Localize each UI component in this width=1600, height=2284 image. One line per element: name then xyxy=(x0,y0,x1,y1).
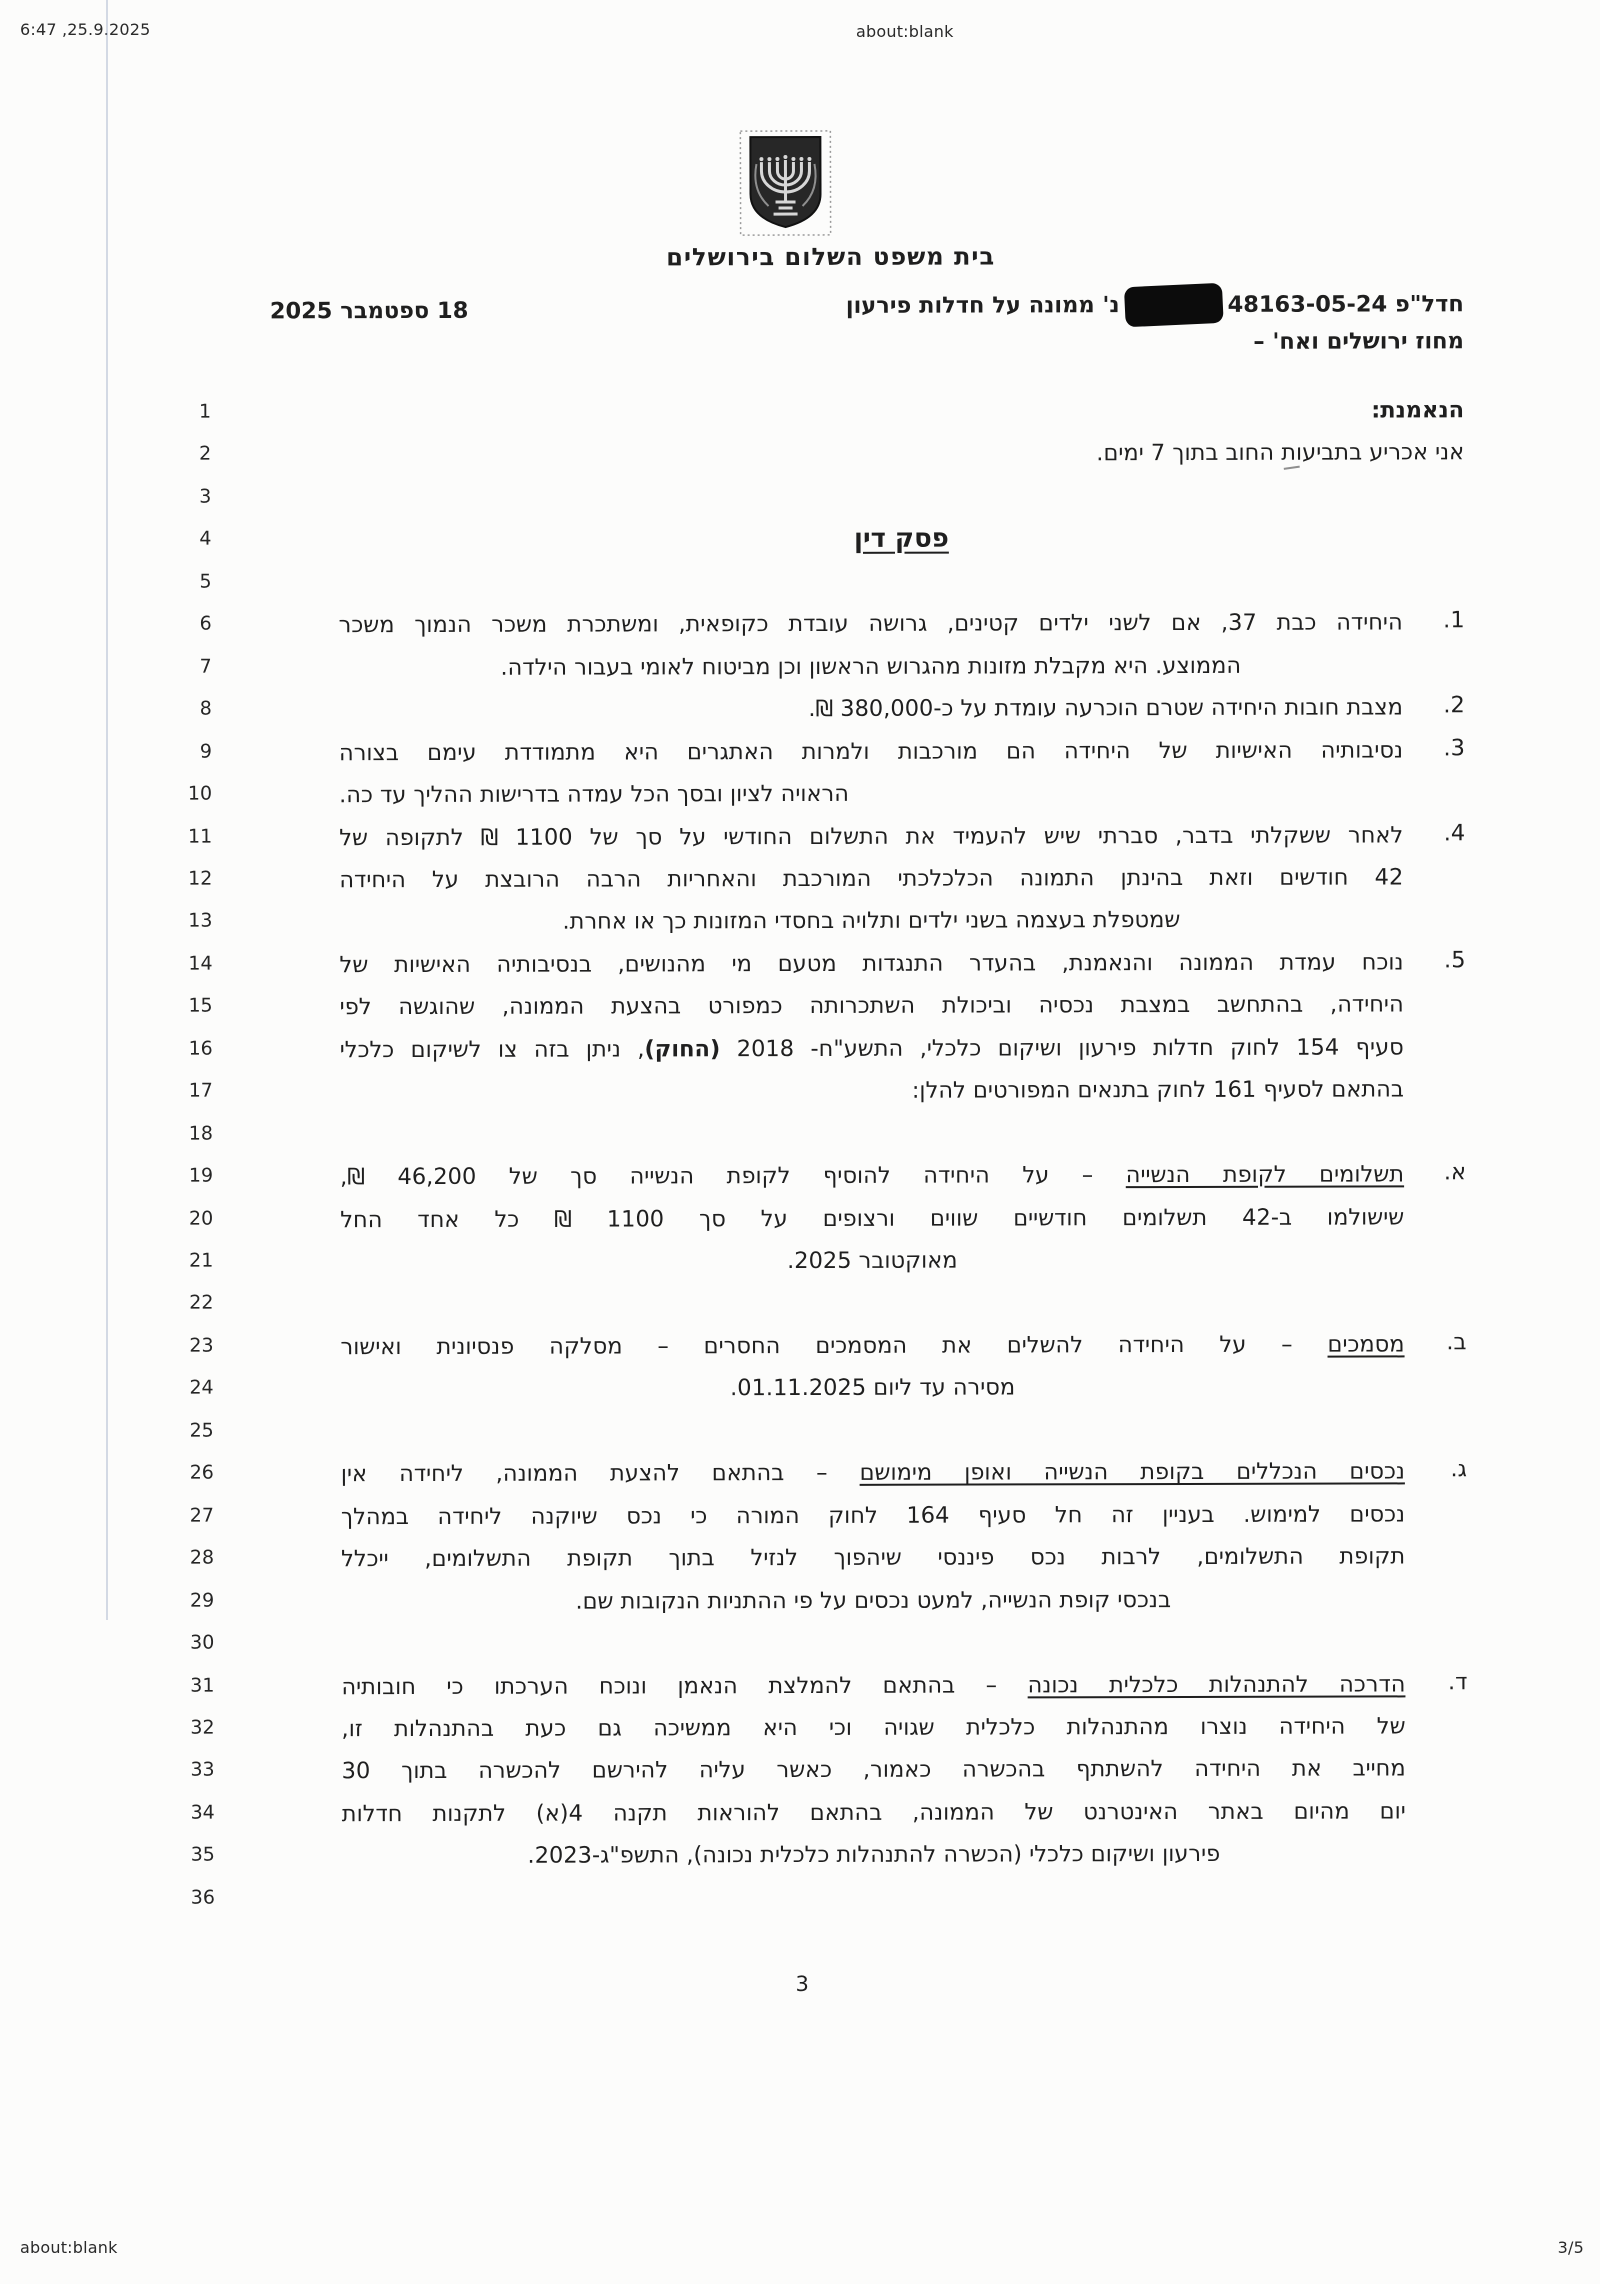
line-number: 3 xyxy=(199,485,212,508)
redacted-debtor-name-box xyxy=(1124,283,1224,327)
document-line-30 xyxy=(1,1626,1600,1673)
document-line-26 xyxy=(1,1456,1600,1503)
document-line-28 xyxy=(1,1541,1600,1588)
document-line-20 xyxy=(0,1201,1600,1248)
line-number: 19 xyxy=(188,1164,214,1187)
line-number: 13 xyxy=(188,909,213,932)
line-text: בהתאם לסעיף 161 לחוק בתנאים המפורטים להלן: xyxy=(911,1076,1404,1104)
print-footer-url: about:blank xyxy=(20,2238,118,2257)
line-number: 31 xyxy=(190,1674,215,1697)
line-text: של היחידה נוצרו מהתנהלות כלכלית שגויה וכי היא ממשיכה גם כעת בהתנהלות זו, xyxy=(341,1713,1406,1743)
paragraph-marker: 5. xyxy=(1444,947,1466,974)
document-line-19 xyxy=(0,1159,1600,1206)
document-line-3 xyxy=(0,480,1598,527)
document-line-21 xyxy=(0,1244,1600,1291)
document-line-32 xyxy=(1,1711,1600,1758)
document-line-1 xyxy=(0,395,1598,442)
document-line-4 xyxy=(0,522,1598,569)
versus-respondent: נ' ממונה על חדלות פירעון xyxy=(845,291,1120,319)
line-text: נכסים הנכללים בקופת הנשייה ואופן מימושם – בהתאם להצעת הממונה, ליחידה אין xyxy=(340,1458,1405,1488)
line-text: הדרכה להתנהלות כלכלית נכונה – בהתאם להמלצת הנאמן ונוכח הערכתו כי חובותיה xyxy=(341,1670,1406,1700)
line-number: 25 xyxy=(189,1419,214,1442)
line-number: 7 xyxy=(199,655,212,678)
line-text: 42 חודשים וזאת בהינתן התמונה הכלכלכתי המורכבת והאחריות הרבה הרובצת על היחידה xyxy=(339,864,1404,894)
line-number: 4 xyxy=(199,527,212,550)
line-text: הראויה לציון ובסך הכל עמדה בדרישות ההליך עד כה. xyxy=(339,780,849,809)
line-text: נכסים למימוש. בעניין זה חל סעיף 164 לחוק המורה כי נכס שיוקנה ליחידה במהלך xyxy=(340,1501,1406,1530)
document-line-25 xyxy=(1,1414,1600,1461)
document-line-13 xyxy=(0,904,1599,951)
paragraph-marker: ד. xyxy=(1447,1668,1468,1695)
paragraph-marker: 1. xyxy=(1443,607,1465,634)
line-text: שישולמו ב-42 תשלומים חודשיים שווים ורצופים על סך 1100 ₪ כל אחד החל xyxy=(340,1203,1405,1233)
line-number: 10 xyxy=(187,782,213,805)
line-number: 24 xyxy=(189,1376,214,1399)
paragraph-marker: 4. xyxy=(1443,819,1466,846)
line-text: נוכח עמדת הממונה והנאמנת, בהעדר התנגדות מטעם מי מהנושים, בנסיבותיה האישיות של xyxy=(339,949,1404,979)
document-line-11 xyxy=(0,819,1599,866)
page-number: 3 xyxy=(795,1971,809,1997)
case-jurisdiction-line: מחוז ירושלים ואח' – xyxy=(1253,328,1464,355)
document-line-8 xyxy=(0,692,1599,739)
document-line-9 xyxy=(0,735,1599,782)
document-line-24 xyxy=(1,1371,1600,1418)
line-number: 8 xyxy=(199,697,212,720)
court-title: בית משפט השלום בירושלים xyxy=(666,242,996,272)
document-line-36 xyxy=(2,1881,1600,1928)
line-number: 1 xyxy=(198,400,212,423)
line-number: 9 xyxy=(199,740,213,763)
line-number: 12 xyxy=(188,867,213,890)
line-number: 32 xyxy=(190,1716,215,1739)
line-text: אני אכריע בתביעות החוב בתוך 7 ימים. xyxy=(1096,439,1465,467)
line-text: פירעון ושיקום כלכלי (הכשרה להתנהלות כלכלית נכונה), התשפ"ג-2023. xyxy=(527,1841,1221,1870)
line-text: מחייב את היחידה להשתתף בהכשרה כאמור, כאשר עליה להירשם להכשרה בתוך 30 xyxy=(341,1755,1406,1785)
line-number: 14 xyxy=(188,952,213,975)
line-number: 20 xyxy=(188,1207,214,1230)
line-text: הממוצע. היא מקבלת מזונות מהגרוש הראשון וכן מביטוח לאומי בעבור הילדה. xyxy=(500,652,1242,681)
paragraph-marker: ב. xyxy=(1446,1329,1467,1356)
line-text: פסק דין xyxy=(853,523,949,555)
print-header-datetime: 6:47 ,25.9.2025 xyxy=(20,20,151,39)
line-number: 17 xyxy=(188,1079,213,1102)
case-title-line xyxy=(846,284,1464,326)
document-line-18 xyxy=(0,1117,1600,1164)
line-number: 35 xyxy=(190,1843,215,1866)
document-line-5 xyxy=(0,565,1599,612)
line-number: 36 xyxy=(190,1886,216,1909)
line-number: 2 xyxy=(199,442,212,466)
line-text: מאוקטובר 2025. xyxy=(787,1247,958,1275)
document-line-6 xyxy=(0,607,1599,654)
document-line-33 xyxy=(2,1753,1600,1800)
document-line-35 xyxy=(2,1838,1600,1885)
line-number: 29 xyxy=(189,1589,215,1612)
document-line-10 xyxy=(0,777,1599,824)
line-text: בנכסי קופת הנשייה, למעט נכסים על פי ההתניות הנקובות שם. xyxy=(575,1586,1171,1615)
line-number: 23 xyxy=(189,1334,214,1357)
line-text: שמטפלת בעצמה בשני ילדים ותלויה בחסדי המזונות כך או אחרת. xyxy=(562,907,1181,936)
print-header-url: about:blank xyxy=(856,22,954,41)
line-number: 21 xyxy=(189,1249,214,1272)
line-text: מצבת חובות היחידה שטרם הוכרעה עומדת על כ-380,000 ₪. xyxy=(808,694,1403,723)
line-number: 26 xyxy=(189,1461,214,1484)
line-number: 34 xyxy=(190,1801,215,1824)
line-text: יום מהיום באתר האינטרנט של הממונה, בהתאם להוראות תקנה 4(א) לתקנות חדלות xyxy=(341,1798,1406,1828)
document-line-16 xyxy=(0,1032,1600,1079)
case-header xyxy=(846,284,1464,361)
line-number: 28 xyxy=(189,1546,215,1569)
line-text: תשלומים לקופת הנשייה – על היחידה להוסיף לקופת הנשייה סך של 46,200 ₪, xyxy=(340,1161,1405,1191)
document-line-23 xyxy=(0,1329,1600,1376)
document-line-12 xyxy=(0,862,1599,909)
document-line-15 xyxy=(0,989,1600,1036)
line-text: היחידה כבת 37, אם לשני ילדים קטינים, גרושה עובדת כקופאית, ומשתכרת משכר הנמוך משכר xyxy=(338,609,1403,639)
paragraph-marker: 3. xyxy=(1443,734,1466,761)
line-number: 5 xyxy=(199,570,212,593)
line-number: 30 xyxy=(190,1631,215,1654)
document-line-34 xyxy=(2,1796,1600,1843)
print-footer-page-indicator: 3/5 xyxy=(1557,2238,1584,2257)
document-line-7 xyxy=(0,650,1599,697)
line-number: 27 xyxy=(189,1504,215,1527)
line-text: תקופת התשלומים, לרבות נכס פיננסי שיהפוך לנזיל בתוך תקופת התשלומים, ייכלל xyxy=(341,1543,1406,1573)
document-line-29 xyxy=(1,1583,1600,1630)
line-number: 11 xyxy=(187,825,213,848)
document-line-31 xyxy=(1,1668,1600,1715)
line-number: 33 xyxy=(190,1758,215,1781)
line-number: 16 xyxy=(188,1037,213,1060)
paragraph-marker: ג. xyxy=(1450,1456,1467,1483)
line-text: לאחר ששקלתי בדבר, סברתי שיש להעמיד את התשלום החודשי על סך של 1100 ₪ לתקופה של xyxy=(339,821,1404,851)
paragraph-marker: א. xyxy=(1443,1159,1467,1186)
line-number: 22 xyxy=(189,1291,214,1315)
line-text: היחידה, בהתחשב במצבת נכסיה וביכולת השתכרותה כמפורט בהצעת הממונה, שהוגשה לפי xyxy=(339,991,1404,1021)
decision-date: 18 ספטמבר 2025 xyxy=(269,297,469,325)
document-line-14 xyxy=(0,947,1600,994)
line-number: 15 xyxy=(188,994,213,1017)
document-line-17 xyxy=(0,1074,1600,1121)
line-text: סעיף 154 לחוק חדלות פירעון ושיקום כלכלי, התשע"ח- 2018 (החוק), ניתן בזה צו לשיקום כלכלי xyxy=(339,1034,1404,1063)
paragraph-marker: 2. xyxy=(1443,692,1465,719)
document-line-2 xyxy=(0,437,1598,484)
case-number: חדל"פ 48163-05-24 xyxy=(1227,290,1464,318)
line-text: נסיבותיה האישיות של היחידה הם מורכבות ולמרות האתגרים היא מתמודדת עימם בצורה xyxy=(338,737,1404,766)
line-text: מסמכים – על היחידה להשלים את המסמכים החסרים – מסלקה פנסיונית ואישור xyxy=(340,1331,1405,1361)
document-line-27 xyxy=(1,1499,1600,1546)
line-number: 18 xyxy=(188,1122,214,1145)
israel-state-emblem-icon xyxy=(737,128,833,240)
line-text: הנאמנת: xyxy=(1371,397,1465,424)
line-text: מסירה עד ליום 01.11.2025. xyxy=(730,1374,1016,1402)
line-number: 6 xyxy=(199,612,212,635)
document-line-22 xyxy=(0,1286,1600,1333)
